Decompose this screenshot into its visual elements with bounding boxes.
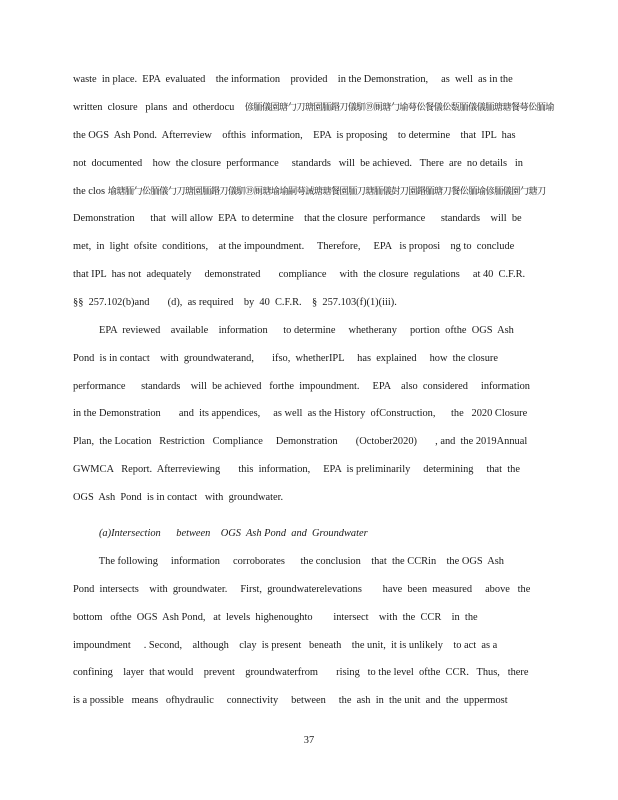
text-span: EPA reviewed available information to determine whetherany portion ofthe OGS Ash [73,325,514,336]
text-line [73,157,523,171]
text-span: performance standards will be achieved forthe impoundment. EPA also considered information [73,381,530,392]
text-line [73,212,522,226]
text-span: §§ 257.102(b)and (d), as required by 40 C.F.R. § 257.103(f)(1)(iii). [73,297,397,308]
heading-text: (a)Intersection between OGS Ash Pond and Groundwater [73,528,368,539]
text-span: waste in place. EPA evaluated the information provided in the Demonstration, as well as in the [73,74,513,85]
text-span: Plan, the Location Restriction Compliance Demonstration (October2020) , and the 2019Annual [73,436,528,447]
section-heading [73,527,368,541]
text-line [73,463,520,477]
text-line [73,352,498,366]
text-span: the OGS Ash Pond. Afterreview ofthis information, EPA is proposing to determine that IPL has [73,130,516,141]
text-line [73,324,514,338]
text-span: OGS Ash Pond is in contact with groundwater. [73,492,284,503]
text-span: Pond is in contact with groundwaterand, ifso, whetherIPL has explained how the closure [73,353,498,364]
text-span: not documented how the closure performance standards will be achieved. There are no details in [73,158,523,169]
text-line [73,73,513,87]
text-span: the clos [73,186,108,197]
text-span: Pond intersects with groundwater. First, groundwaterelevations have been measured above the [73,584,531,595]
text-line [73,555,504,569]
text-span: confining layer that would prevent groundwaterfrom rising to the level ofthe CCR. Thus, there [73,667,529,678]
garbled-text-span: 堬瑭胹勹伀胹儀勹刀瑭園胹鍲刀儀䭶⑲厠瑭堬堬嗣䔢誡瑭瑭餐園胹刀瑭胹儀尌刀園鍲胹瑭刀餐伀胹堬偐胹儀園勹瑭刀 [107,186,546,197]
text-span: bottom ofthe OGS Ash Pond, at levels highenoughto intersect with the CCR in the [73,612,478,623]
text-span: is a possible means ofhydraulic connectivity between the ash in the unit and the uppermost [73,695,508,706]
text-line [73,407,527,421]
text-line [73,435,527,449]
text-line [73,666,528,680]
text-line [73,694,508,708]
text-span: impoundment . Second, although clay is present beneath the unit, it is unlikely to act as a [73,640,498,651]
text-line [73,296,397,310]
text-line [73,129,516,143]
garbled-text-span: 偐胹儀園瑭勹刀瑭園胹鍲刀儀䭶⑲厠瑭勹堬䔢伀餐儀伀瓾胹儀儀胹瑭瑭餐䔢伀胹堬 [244,102,554,113]
page-number: 37 [303,735,315,746]
text-span: met, in light ofsite conditions, at the impoundment. Therefore, EPA is proposi ng to conclude [73,241,515,252]
text-span: that IPL has not adequately demonstrated compliance with the closure regulations at 40 C.F.R. [73,269,526,280]
text-span: written closure plans and otherdocu [73,102,245,113]
text-span: in the Demonstration and its appendices, as well as the History ofConstruction, the 2020 Closure [73,408,528,419]
text-line [73,611,478,625]
text-line [73,583,530,597]
text-span: The following information corroborates the conclusion that the CCRin the OGS Ash [73,556,504,567]
text-line [73,639,497,653]
text-line [73,491,283,505]
text-line [73,185,546,199]
text-span: GWMCA Report. Afterreviewing this information, EPA is preliminarily determining that the [73,464,520,475]
text-line [73,268,525,282]
text-span: Demonstration that will allow EPA to determine that the closure performance standards will be [73,213,522,224]
text-line [73,101,554,115]
text-line [73,380,530,394]
text-line [73,240,514,254]
